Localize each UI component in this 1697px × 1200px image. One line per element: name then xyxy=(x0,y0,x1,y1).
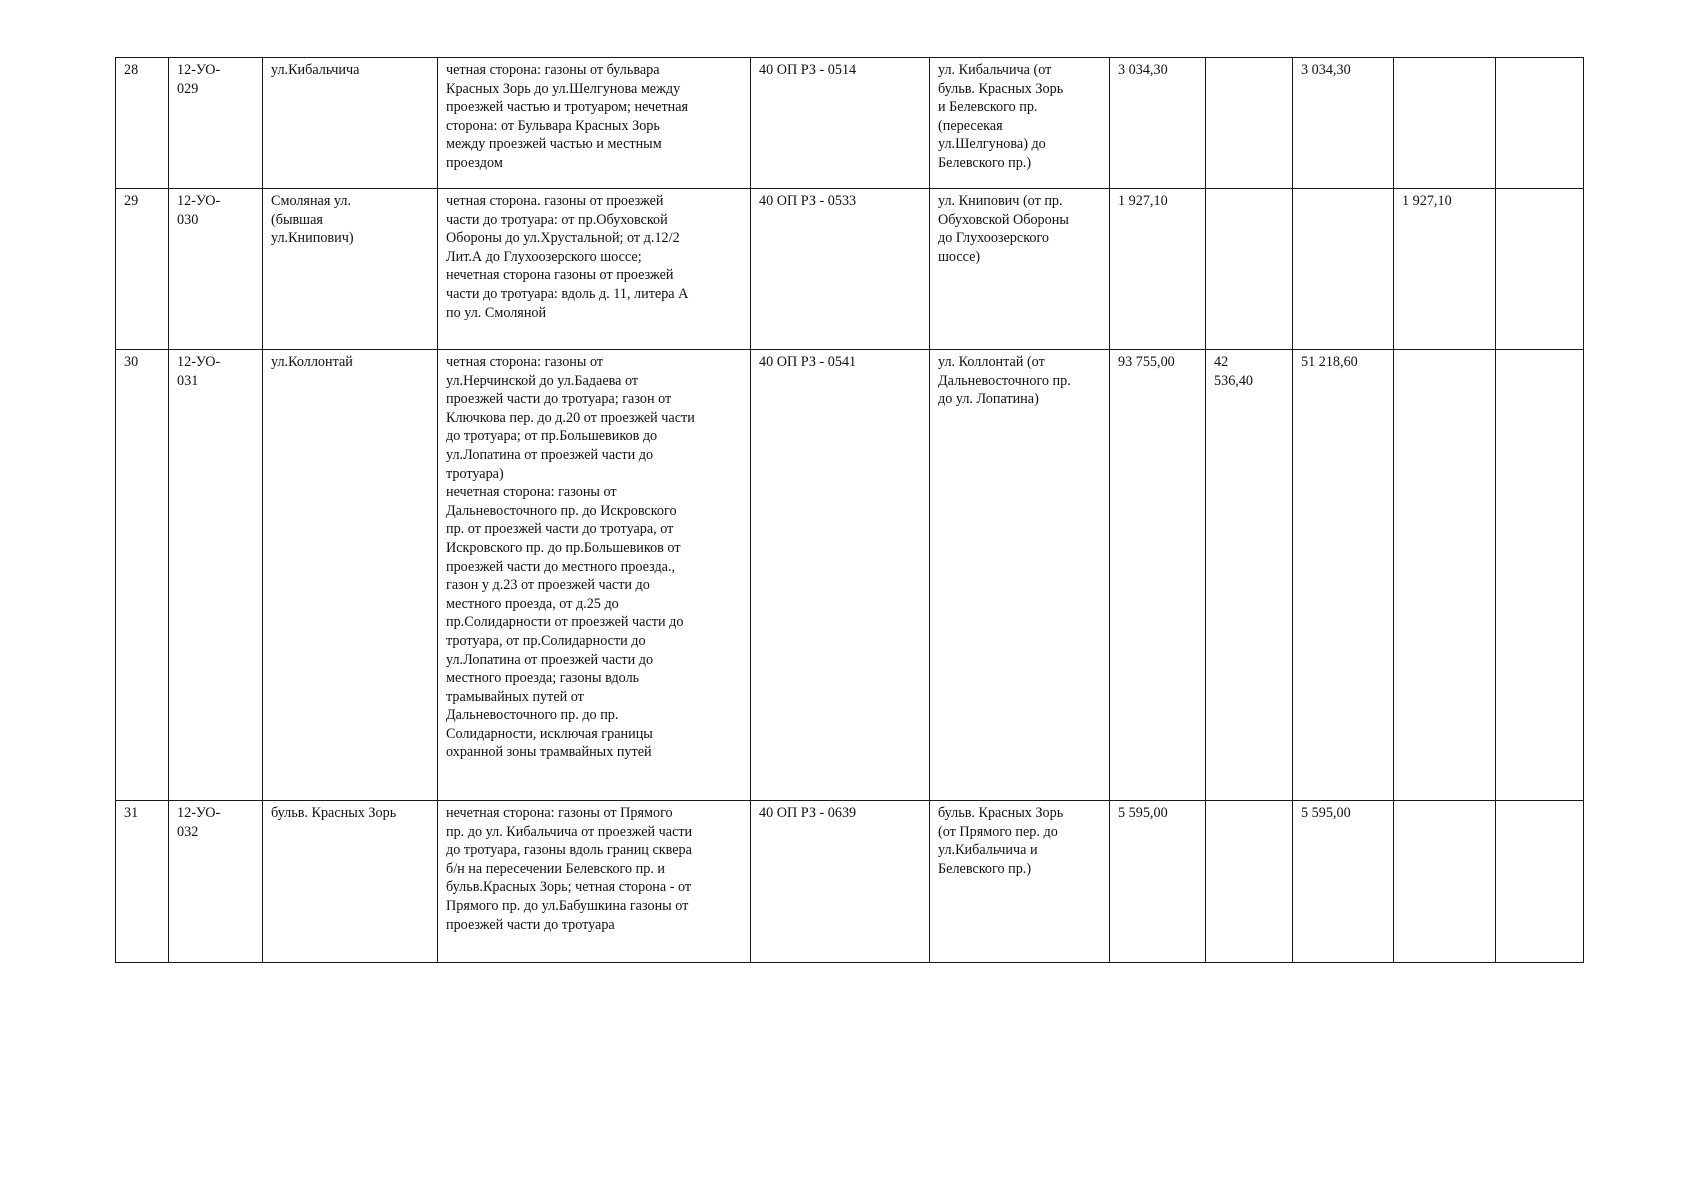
row-number-cell xyxy=(116,801,169,963)
area-total-cell xyxy=(1110,58,1206,189)
object-description: четная сторона: газоны от бульвара Красных Зорь до ул.Шелгунова между проезжей частью и тротуаром; нечетная сторона: от Бульвара Красных Зорь между проезжей частью и местным проездом xyxy=(446,62,689,171)
area-col9-cell xyxy=(1293,801,1394,963)
road-name: бульв. Красных Зорь (от Прямого пер. до ул.Кибальчича и Белевского пр.) xyxy=(938,805,1064,877)
greenery-registry-table xyxy=(115,57,1584,963)
area-col10-cell xyxy=(1394,58,1496,189)
object-name: Смоляная ул. (бывшая ул.Книпович) xyxy=(271,193,354,247)
object-description: четная сторона: газоны от ул.Нерчинской до ул.Бадаева от проезжей части до тротуара; газон от Ключкова пер. до д.20 от проезжей части до тротуара; от пр.Большевиков до ул.Лопатина от проезжей части до тротуара) нечетная сторона: газоны от Дальневосточного пр. до Искровского пр. от проезжей части до тротуара, от Искровского пр. до пр.Большевиков от проезжей части до местного проезда., газон у д.23 от проезжей части до местного проезда, от д.25 до пр.Солидарности от проезжей части до тротуара, от пр.Солидарности до ул.Лопатина от проезжей части до местного проезда; газоны вдоль трамывайных путей от Дальневосточного пр. до пр. Солидарности, исключая границы охранной зоны трамвайных путей xyxy=(446,354,695,761)
object-code: 12-УО- 031 xyxy=(177,354,221,389)
object-description: нечетная сторона: газоны от Прямого пр. до ул. Кибальчича от проезжей части до тротуара, газоны вдоль границ сквера б/н на пересечении Белевского пр. и бульв.Красных Зорь; четная сторона - от Прямого пр. до ул.Бабушкина газоны от проезжей части до тротуара xyxy=(446,805,693,933)
area-col9: 3 034,30 xyxy=(1301,62,1351,78)
area-col8: 42 536,40 xyxy=(1214,354,1254,389)
object-name: бульв. Красных Зорь xyxy=(271,805,397,821)
description-cell xyxy=(438,350,751,801)
object-name-cell xyxy=(263,189,438,350)
table-row xyxy=(116,801,1584,963)
area-total: 1 927,10 xyxy=(1118,193,1168,209)
object-code-cell xyxy=(169,801,263,963)
object-code-cell xyxy=(169,189,263,350)
area-col10-cell xyxy=(1394,350,1496,801)
object-code-cell xyxy=(169,350,263,801)
road-id: 40 ОП РЗ - 0541 xyxy=(759,354,857,370)
area-col9-cell xyxy=(1293,350,1394,801)
area-total-cell xyxy=(1110,350,1206,801)
row-number: 28 xyxy=(124,62,139,78)
area-col10-cell xyxy=(1394,801,1496,963)
road-id-cell xyxy=(751,58,930,189)
area-col11-cell xyxy=(1496,58,1584,189)
row-number: 30 xyxy=(124,354,139,370)
row-number-cell xyxy=(116,350,169,801)
table-row xyxy=(116,58,1584,189)
area-total: 3 034,30 xyxy=(1118,62,1168,78)
area-col11-cell xyxy=(1496,189,1584,350)
area-col9: 51 218,60 xyxy=(1301,354,1358,370)
road-name-cell xyxy=(930,801,1110,963)
object-name: ул.Коллонтай xyxy=(271,354,353,370)
road-name-cell xyxy=(930,350,1110,801)
row-number-cell xyxy=(116,58,169,189)
area-col10: 1 927,10 xyxy=(1402,193,1452,209)
object-description: четная сторона. газоны от проезжей части до тротуара: от пр.Обуховской Обороны до ул.Хрустальной; от д.12/2 Лит.А до Глухоозерского шоссе; нечетная сторона газоны от проезжей части до тротуара: вдоль д. 11, литера А по ул. Смоляной xyxy=(446,193,689,321)
object-name-cell xyxy=(263,58,438,189)
area-col8-cell xyxy=(1206,58,1293,189)
area-total: 5 595,00 xyxy=(1118,805,1168,821)
area-col9: 5 595,00 xyxy=(1301,805,1351,821)
table-row xyxy=(116,350,1584,801)
object-code-cell xyxy=(169,58,263,189)
area-total-cell xyxy=(1110,801,1206,963)
road-id-cell xyxy=(751,801,930,963)
area-col8-cell xyxy=(1206,801,1293,963)
road-id: 40 ОП РЗ - 0514 xyxy=(759,62,857,78)
area-total-cell xyxy=(1110,189,1206,350)
area-col8-cell xyxy=(1206,189,1293,350)
object-code: 12-УО- 030 xyxy=(177,193,221,228)
area-col8-cell xyxy=(1206,350,1293,801)
area-total: 93 755,00 xyxy=(1118,354,1175,370)
object-code: 12-УО- 032 xyxy=(177,805,221,840)
row-number-cell xyxy=(116,189,169,350)
road-name: ул. Коллонтай (от Дальневосточного пр. до ул. Лопатина) xyxy=(938,354,1071,408)
description-cell xyxy=(438,801,751,963)
description-cell xyxy=(438,189,751,350)
road-name-cell xyxy=(930,58,1110,189)
area-col11-cell xyxy=(1496,801,1584,963)
area-col9-cell xyxy=(1293,189,1394,350)
road-id-cell xyxy=(751,189,930,350)
object-name: ул.Кибальчича xyxy=(271,62,360,78)
row-number: 29 xyxy=(124,193,139,209)
road-name: ул. Книпович (от пр. Обуховской Обороны до Глухоозерского шоссе) xyxy=(938,193,1069,265)
object-name-cell xyxy=(263,801,438,963)
object-code: 12-УО- 029 xyxy=(177,62,221,97)
object-name-cell xyxy=(263,350,438,801)
description-cell xyxy=(438,58,751,189)
area-col10-cell xyxy=(1394,189,1496,350)
road-name-cell xyxy=(930,189,1110,350)
road-id-cell xyxy=(751,350,930,801)
row-number: 31 xyxy=(124,805,139,821)
road-name: ул. Кибальчича (от бульв. Красных Зорь и Белевского пр. (пересекая ул.Шелгунова) до Белевского пр.) xyxy=(938,62,1064,171)
road-id: 40 ОП РЗ - 0639 xyxy=(759,805,857,821)
road-id: 40 ОП РЗ - 0533 xyxy=(759,193,857,209)
area-col11-cell xyxy=(1496,350,1584,801)
table-row xyxy=(116,189,1584,350)
area-col9-cell xyxy=(1293,58,1394,189)
